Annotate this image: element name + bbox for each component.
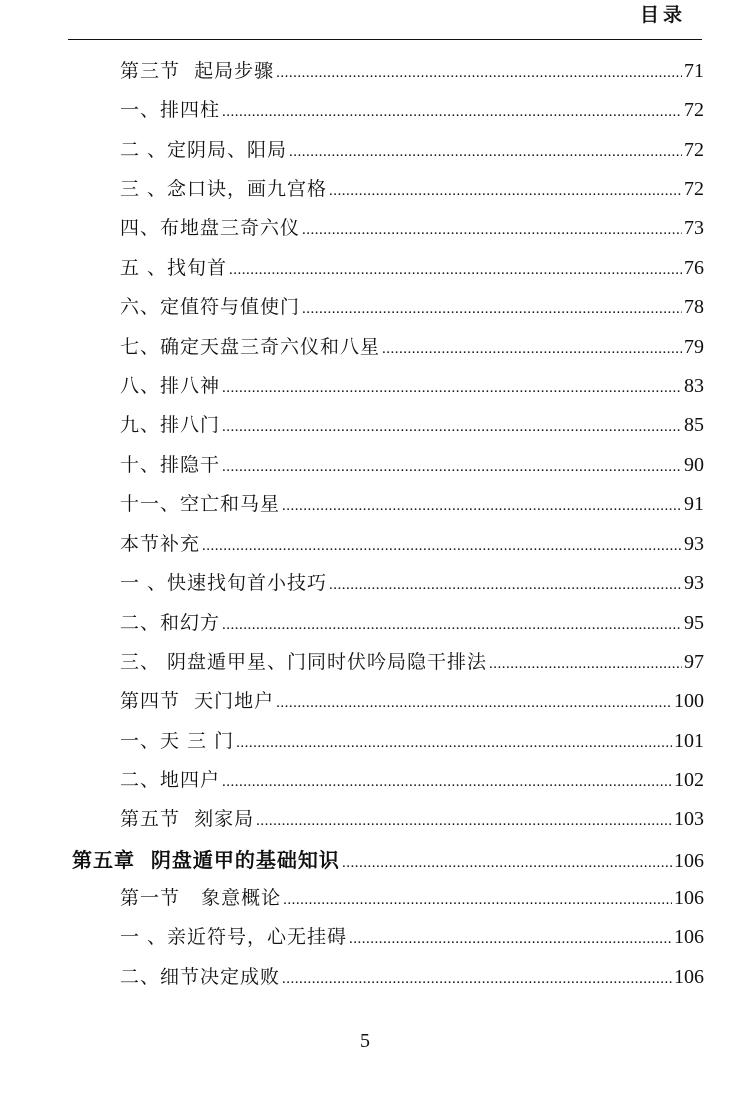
toc-section-entry <box>120 804 704 832</box>
toc-section-entry <box>120 883 704 911</box>
toc-entry-page: 101 <box>674 730 704 752</box>
dot-leader <box>222 774 672 791</box>
toc-entry-page: 106 <box>674 887 704 909</box>
toc-entry-label: 第四节 天门地户 <box>120 690 275 712</box>
toc-entry-page: 97 <box>684 651 704 673</box>
toc-entry-page: 106 <box>674 966 704 988</box>
dot-leader <box>329 183 682 200</box>
dot-leader <box>282 498 682 515</box>
toc-entry <box>120 608 704 636</box>
toc-entry <box>120 489 704 517</box>
dot-leader <box>222 104 682 121</box>
dot-leader <box>276 695 672 712</box>
dot-leader <box>302 222 682 239</box>
toc-entry-page: 103 <box>674 808 704 830</box>
dot-leader <box>342 855 672 872</box>
toc-section-entry <box>120 686 704 714</box>
toc-entry <box>120 765 704 793</box>
toc-entry-page: 100 <box>674 690 704 712</box>
toc-entry <box>120 213 704 241</box>
toc-entry-page: 90 <box>684 454 704 476</box>
dot-leader <box>202 538 682 555</box>
toc-entry-label: 一 、亲近符号，心无挂碍 <box>120 926 348 948</box>
toc-entry <box>120 568 704 596</box>
dot-leader <box>489 656 682 673</box>
toc-entry-page: 73 <box>684 217 704 239</box>
dot-leader <box>276 65 682 82</box>
toc-entry <box>120 726 704 754</box>
toc-entry-page: 95 <box>684 612 704 634</box>
toc-entry-label: 一 、快速找旬首小技巧 <box>120 572 328 594</box>
toc-entry-label: 二 、定阴局、阳局 <box>120 139 288 161</box>
dot-leader <box>222 459 682 476</box>
toc-entry-label: 二、细节决定成败 <box>120 966 281 988</box>
toc-entry-page: 83 <box>684 375 704 397</box>
toc-entry-label: 第五节 刻家局 <box>120 808 255 830</box>
toc-section-entry <box>120 529 704 557</box>
toc-entry-page: 78 <box>684 296 704 318</box>
toc-entry-page: 106 <box>674 850 704 872</box>
toc-entry <box>120 647 704 675</box>
toc-entry-label: 五 、找旬首 <box>120 257 228 279</box>
header-rule <box>68 39 702 40</box>
toc-entry-page: 93 <box>684 572 704 594</box>
toc-entry-page: 91 <box>684 493 704 515</box>
toc-entry <box>120 332 704 360</box>
toc-entry-page: 106 <box>674 926 704 948</box>
toc-entry-label: 第一节 象意概论 <box>120 887 282 909</box>
toc-entry <box>120 922 704 950</box>
toc-entry <box>120 410 704 438</box>
toc-entry <box>120 135 704 163</box>
toc-entry-label: 七、确定天盘三奇六仪和八星 <box>120 336 381 358</box>
page-number: 5 <box>360 1030 370 1052</box>
toc-entry <box>120 450 704 478</box>
dot-leader <box>283 892 672 909</box>
toc-entry <box>120 95 704 123</box>
toc-entry-label: 四、布地盘三奇六仪 <box>120 217 301 239</box>
toc-entry-page: 85 <box>684 414 704 436</box>
toc-entry-label: 第五章 阴盘遁甲的基础知识 <box>72 848 340 872</box>
toc-entry-page: 76 <box>684 257 704 279</box>
toc-chapter-entry <box>72 844 704 872</box>
toc-entry <box>120 962 704 990</box>
toc-section-entry <box>120 56 704 84</box>
dot-leader <box>349 931 672 948</box>
toc-entry-label: 一、排四柱 <box>120 99 221 121</box>
toc-entry-page: 102 <box>674 769 704 791</box>
toc-entry-label: 二、地四户 <box>120 769 221 791</box>
toc-entry-page: 72 <box>684 139 704 161</box>
toc-entry-label: 九、排八门 <box>120 414 221 436</box>
toc-entry-label: 十一、空亡和马星 <box>120 493 281 515</box>
dot-leader <box>222 617 682 634</box>
dot-leader <box>222 380 682 397</box>
toc-entry-label: 本节补充 <box>120 533 201 555</box>
dot-leader <box>256 813 672 830</box>
toc-entry <box>120 371 704 399</box>
dot-leader <box>302 301 682 318</box>
page-header <box>0 0 730 40</box>
toc-entry-label: 八、排八神 <box>120 375 221 397</box>
toc-entry-page: 93 <box>684 533 704 555</box>
toc-entry-label: 十、排隐干 <box>120 454 221 476</box>
dot-leader <box>236 735 672 752</box>
toc-entry-label: 六、定值符与值使门 <box>120 296 301 318</box>
dot-leader <box>289 144 682 161</box>
dot-leader <box>229 262 682 279</box>
toc-entry-page: 72 <box>684 178 704 200</box>
dot-leader <box>222 419 682 436</box>
toc-entry-label: 第三节 起局步骤 <box>120 60 275 82</box>
toc-entry-page: 79 <box>684 336 704 358</box>
dot-leader <box>282 971 672 988</box>
toc-entry <box>120 292 704 320</box>
toc-entry <box>120 253 704 281</box>
running-header-title: 目录 <box>639 4 686 26</box>
toc-entry-label: 二、和幻方 <box>120 612 221 634</box>
toc-entry <box>120 174 704 202</box>
toc-entry-page: 72 <box>684 99 704 121</box>
toc-entry-label: 三、 阴盘遁甲星、门同时伏吟局隐干排法 <box>120 651 488 673</box>
toc-entry-label: 三 、念口诀，画九宫格 <box>120 178 328 200</box>
dot-leader <box>382 341 682 358</box>
toc-entry-page: 71 <box>684 60 704 82</box>
dot-leader <box>329 577 682 594</box>
toc-entry-label: 一、天 三 门 <box>120 730 235 752</box>
